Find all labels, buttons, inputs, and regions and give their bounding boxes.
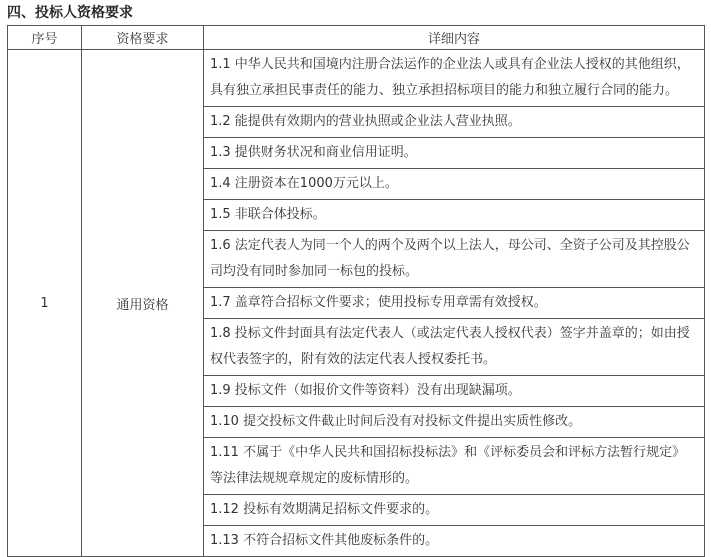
detail-cell: 1.12 投标有效期满足招标文件要求的。 [204, 495, 705, 526]
detail-cell: 1.13 不符合招标文件其他废标条件的。 [204, 526, 705, 557]
detail-cell: 1.5 非联合体投标。 [204, 200, 705, 231]
qualification-table [7, 25, 705, 557]
header-number: 序号 [8, 26, 82, 50]
detail-cell: 1.11 不属于《中华人民共和国招标投标法》和《评标委员会和评标方法暂行规定》等法律法规规章规定的废标情形的。 [204, 438, 705, 495]
row-number-cell: 1 [8, 50, 82, 557]
detail-cell: 1.6 法定代表人为同一个人的两个及两个以上法人，母公司、全资子公司及其控股公司均没有同时参加同一标包的投标。 [204, 231, 705, 288]
section-title: 四、投标人资格要求 [7, 5, 133, 21]
detail-cell: 1.9 投标文件（如报价文件等资料）没有出现缺漏项。 [204, 376, 705, 407]
row-category-cell: 通用资格 [82, 50, 204, 557]
detail-cell: 1.2 能提供有效期内的营业执照或企业法人营业执照。 [204, 107, 705, 138]
detail-cell: 1.4 注册资本在1000万元以上。 [204, 169, 705, 200]
detail-cell: 1.8 投标文件封面具有法定代表人（或法定代表人授权代表）签字并盖章的；如由授权代表签字的，附有效的法定代表人授权委托书。 [204, 319, 705, 376]
detail-cell: 1.3 提供财务状况和商业信用证明。 [204, 138, 705, 169]
detail-cell: 1.7 盖章符合招标文件要求；使用投标专用章需有效授权。 [204, 288, 705, 319]
detail-cell: 1.1 中华人民共和国境内注册合法运作的企业法人或具有企业法人授权的其他组织，具有独立承担民事责任的能力、独立承担招标项目的能力和独立履行合同的能力。 [204, 50, 705, 107]
header-category: 资格要求 [82, 26, 204, 50]
table-header-row [8, 26, 705, 50]
table-row [8, 50, 705, 107]
header-details: 详细内容 [204, 26, 705, 50]
detail-cell: 1.10 提交投标文件截止时间后没有对投标文件提出实质性修改。 [204, 407, 705, 438]
